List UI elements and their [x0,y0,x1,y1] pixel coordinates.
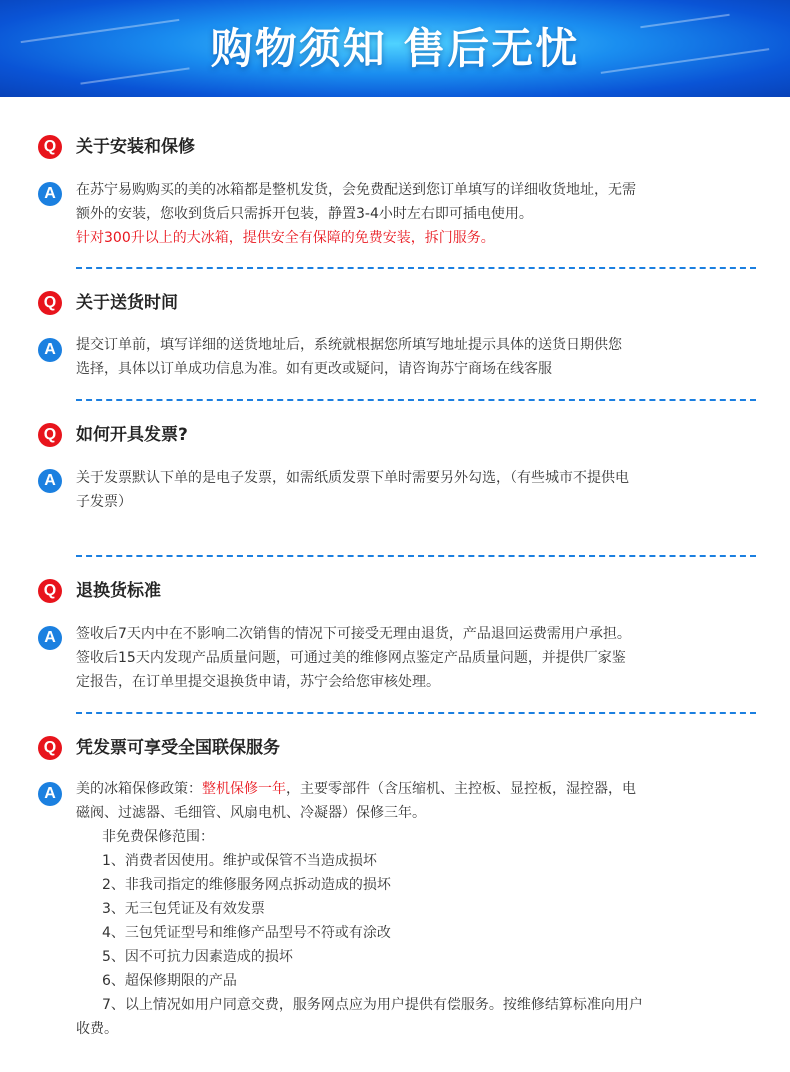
policy-prefix: 美的冰箱保修政策： [76,781,202,797]
answer-text [76,333,756,381]
policy-suffix: ，主要零部件（含压缩机、主控板、显控板，湿控器，电 [286,781,636,797]
section-divider [76,267,756,269]
answer-badge-icon: A [38,338,62,362]
scope-item: 1、消费者因使用。维护或保管不当造成损坏 [102,853,377,869]
answer-line: 关于发票默认下单的是电子发票，如需纸质发票下单时需要另外勾选，（有些城市不提供电 [76,470,629,486]
header-banner [0,0,790,97]
warranty-policy-text [76,777,756,1041]
answer-text [76,622,756,694]
answer-badge-icon: A [38,782,62,806]
answer-line: 提交订单前，填写详细的送货地址后，系统就根据您所填写地址提示具体的送货日期供您 [76,337,622,353]
answer-line: 子发票） [76,494,132,510]
policy-line: 磁阀、过滤器、毛细管、风扇电机、冷凝器）保修三年。 [76,805,426,821]
answer-line: 选择，具体以订单成功信息为准。如有更改或疑问，请咨询苏宁商场在线客服 [76,361,552,377]
question-title: 关于安装和保修 [76,137,195,157]
answer-badge-icon: A [38,182,62,206]
answer-line: 在苏宁易购购买的美的冰箱都是整机发货，会免费配送到您订单填写的详细收货地址，无需 [76,182,636,198]
question-title: 退换货标准 [76,581,161,601]
scope-item: 7、以上情况如用户同意交费，服务网点应为用户提供有偿服务。按维修结算标准向用户 [102,997,643,1013]
answer-text [76,466,756,514]
page-title: 购物须知 售后无忧 [210,24,580,73]
question-badge-icon: Q [38,135,62,159]
answer-text [76,178,756,250]
section-divider [76,712,756,714]
section-divider [76,399,756,401]
answer-line: 定报告，在订单里提交退换货申请，苏宁会给您审核处理。 [76,674,440,690]
question-title: 凭发票可享受全国联保服务 [76,738,280,758]
answer-highlight-line: 针对300升以上的大冰箱，提供安全有保障的免费安装，拆门服务。 [76,230,495,246]
answer-line: 签收后7天内中在不影响二次销售的情况下可接受无理由退货，产品退回运费需用户承担。 [76,626,631,642]
question-badge-icon: Q [38,579,62,603]
section-divider [76,555,756,557]
answer-badge-icon: A [38,469,62,493]
scope-item: 5、因不可抗力因素造成的损坏 [102,949,293,965]
question-title: 关于送货时间 [76,293,178,313]
scope-item: 2、非我司指定的维修服务网点拆动造成的损坏 [102,877,391,893]
scope-title: 非免费保修范围： [102,829,214,845]
scope-item: 6、超保修期限的产品 [102,973,237,989]
question-badge-icon: Q [38,291,62,315]
scope-item: 4、三包凭证型号和维修产品型号不符或有涂改 [102,925,391,941]
policy-line [76,777,756,801]
answer-line: 签收后15天内发现产品质量问题，可通过美的维修网点鉴定产品质量问题，并提供厂家鉴 [76,650,626,666]
question-title: 如何开具发票? [76,425,188,445]
scope-item: 3、无三包凭证及有效发票 [102,901,265,917]
policy-highlight: 整机保修一年 [202,781,286,797]
answer-line: 额外的安装，您收到货后只需拆开包装，静置3-4小时左右即可插电使用。 [76,206,533,222]
scope-item-continued: 收费。 [76,1021,118,1037]
answer-badge-icon: A [38,626,62,650]
question-badge-icon: Q [38,423,62,447]
question-badge-icon: Q [38,736,62,760]
